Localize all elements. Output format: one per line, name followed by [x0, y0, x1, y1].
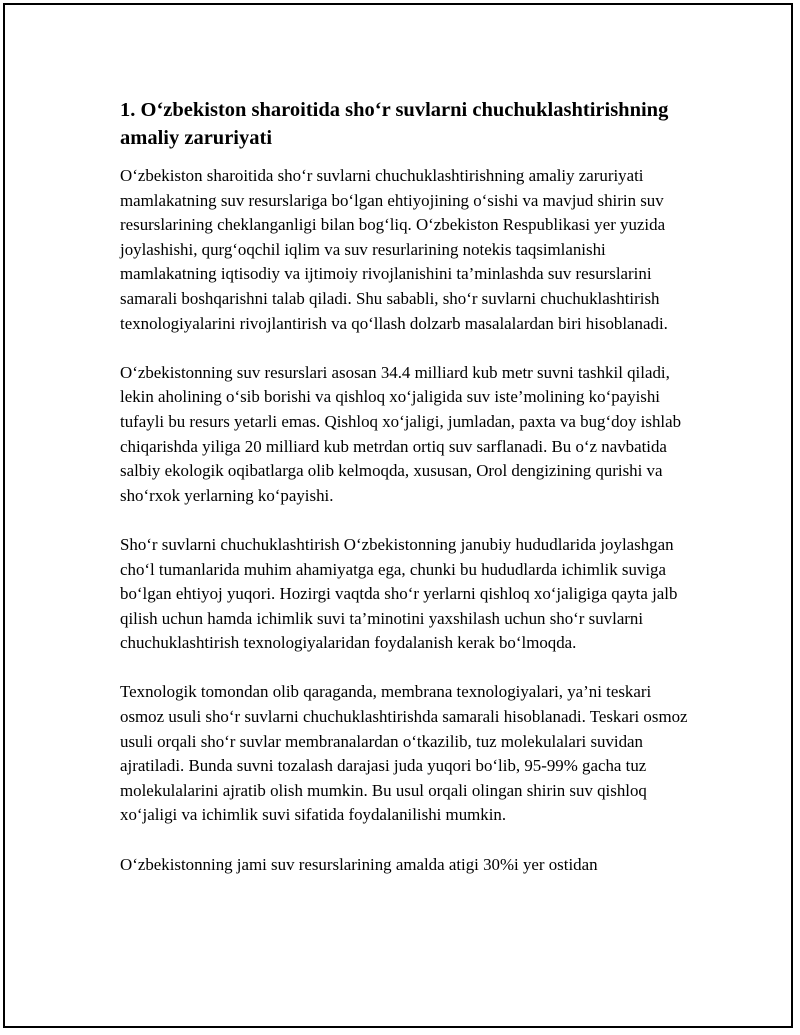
paragraph-4: Texnologik tomondan olib qaraganda, membrana texnologiyalari, ya’ni teskari osmoz usuli sho‘r suvlarni chuchuklashtirishda samarali hisoblanadi. Teskari osmoz usuli orqali sho‘r suvlar membranalardan o‘tkazilib, tuz molekulalari suvidan ajratiladi. Bunda suvni tozalash darajasi juda yuqori bo‘lib, 95-99% gacha tuz molekulalarini ajratib olish mumkin. Bu usul orqali olingan shirin suv qishloq xo‘jaligi va ichimlik suvi sifatida foydalanilishi mumkin.	[120, 682, 688, 825]
paragraph-1: O‘zbekiston sharoitida sho‘r suvlarni chuchuklashtirishning amaliy zaruriyati mamlakatning suv resurslariga bo‘lgan ehtiyojining o‘sishi va mavjud shirin suv resurslarining cheklanganligi bilan bog‘liq. O‘zbekiston Respublikasi yer yuzida joylashishi, qurg‘oqchil iqlim va suv resurlarining notekis taqsimlanishi mamlakatning iqtisodiy va ijtimoiy rivojlanishini ta’minlashda suv resurslarini samarali boshqarishni talab qiladi. Shu sababli, sho‘r suvlarni chuchuklashtirish texnologiyalarini rivojlantirish va qo‘llash dolzarb masalalardan biri hisoblanadi.	[120, 166, 668, 333]
paragraph-5: O‘zbekistonning jami suv resurslarining amalda atigi 30%i yer ostidan	[120, 854, 598, 874]
paragraph-2: O‘zbekistonning suv resurslari asosan 34.4 milliard kub metr suvni tashkil qiladi, lekin aholining o‘sib borishi va qishloq xo‘jaligida suv iste’molining ko‘payishi tufayli bu resurs yetarli emas. Qishloq xo‘jaligi, jumladan, paxta va bug‘doy ishlab chiqarishda yiliga 20 milliard kub metrdan ortiq suv sarflanadi. Bu o‘z navbatida salbiy ekologik oqibatlarga olib kelmoqda, xususan, Orol dengizining qurishi va sho‘rxok yerlarning ko‘payishi.	[120, 362, 682, 505]
document-body	[120, 96, 692, 902]
page-frame	[3, 3, 793, 1028]
paragraph-3: Sho‘r suvlarni chuchuklashtirish O‘zbekistonning janubiy hududlarida joylashgan cho‘l tumanlarida muhim ahamiyatga ega, chunki bu hududlarda ichimlik suviga bo‘lgan ehtiyoj yuqori. Hozirgi vaqtda sho‘r yerlarni qishloq xo‘jaligiga qayta jalb qilish uchun hamda ichimlik suvi ta’minotini yaxshilash uchun sho‘r suvlarni chuchuklashtirish texnologiyalaridan foydalanish kerak bo‘lmoqda.	[120, 534, 678, 653]
section-heading: 1. O‘zbekiston sharoitida sho‘r suvlarni chuchuklashtirishning amaliy zaruriyati	[120, 99, 669, 149]
